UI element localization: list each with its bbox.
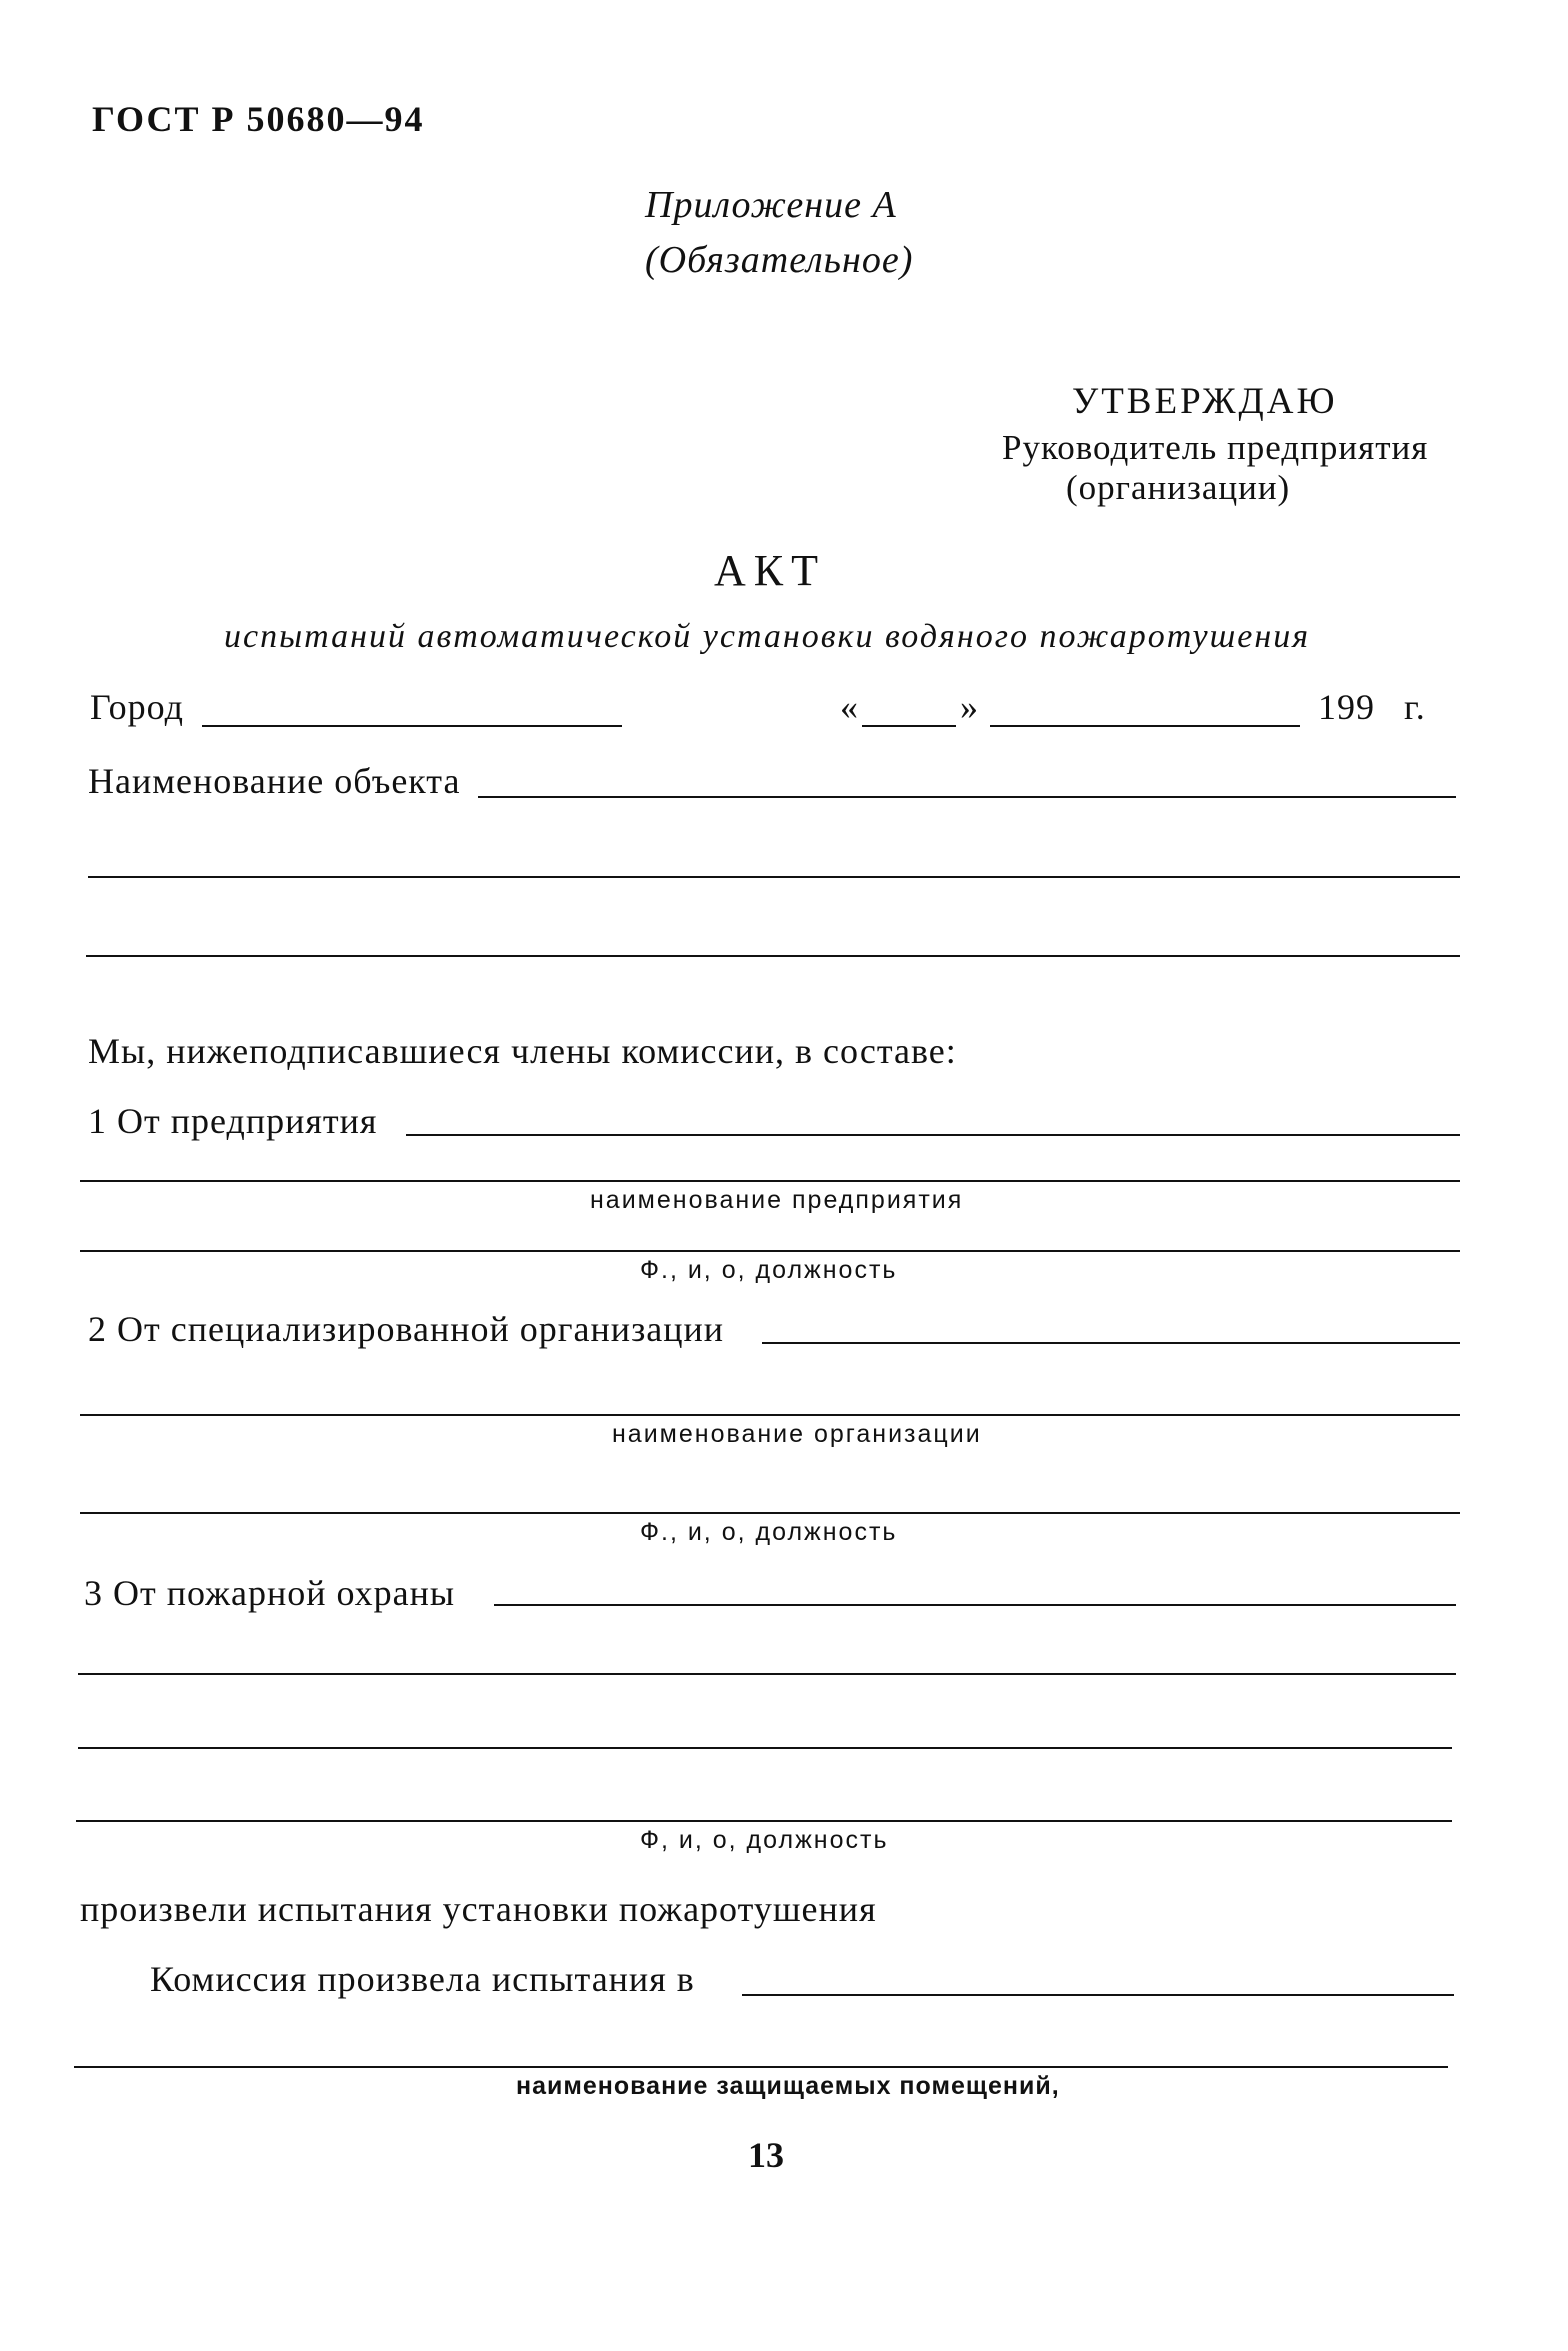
- premises-field[interactable]: [74, 2066, 1448, 2068]
- item1-caption-name: наименование предприятия: [590, 1186, 964, 1214]
- date-open-quote: «: [840, 687, 859, 727]
- item1-caption-person: Ф., и, о, должность: [640, 1256, 898, 1284]
- object-field-line-3[interactable]: [86, 955, 1460, 957]
- act-subtitle: испытаний автоматической установки водяного пожаротушения: [224, 618, 1311, 655]
- approval-title: УТВЕРЖДАЮ: [1072, 381, 1338, 422]
- item2-name-field[interactable]: [80, 1414, 1460, 1416]
- item1-name-field[interactable]: [80, 1180, 1460, 1182]
- date-month-field[interactable]: [990, 725, 1300, 727]
- date-close-quote: »: [960, 687, 979, 727]
- approval-position: Руководитель предприятия: [1002, 428, 1429, 467]
- object-label: Наименование объекта: [88, 761, 461, 801]
- commission-field[interactable]: [742, 1994, 1454, 1996]
- item1-field[interactable]: [406, 1134, 1460, 1136]
- item1-label: 1 От предприятия: [88, 1101, 378, 1141]
- members-intro: Мы, нижеподписавшиеся члены комиссии, в составе:: [88, 1031, 957, 1071]
- approval-organization: (организации): [1066, 468, 1291, 507]
- item3-person-field[interactable]: [76, 1820, 1452, 1822]
- item2-field[interactable]: [762, 1342, 1460, 1344]
- item3-field-line-3[interactable]: [78, 1747, 1452, 1749]
- premises-caption: наименование защищаемых помещений,: [516, 2072, 1060, 2100]
- city-label: Город: [90, 687, 184, 727]
- city-field[interactable]: [202, 725, 622, 727]
- item3-field-line-2[interactable]: [78, 1673, 1456, 1675]
- item3-field[interactable]: [494, 1604, 1456, 1606]
- year-suffix: г.: [1404, 687, 1426, 727]
- object-field[interactable]: [478, 796, 1456, 798]
- item3-label: 3 От пожарной охраны: [84, 1573, 456, 1613]
- appendix-title: Приложение А: [645, 184, 897, 226]
- page-number: 13: [748, 2135, 784, 2175]
- item2-caption-person: Ф., и, о, должность: [640, 1518, 898, 1546]
- item3-caption-person: Ф, и, о, должность: [640, 1826, 889, 1854]
- document-code: ГОСТ Р 50680—94: [92, 99, 425, 139]
- item2-label: 2 От специализированной организации: [88, 1309, 725, 1349]
- item1-person-field[interactable]: [80, 1250, 1460, 1252]
- object-field-line-2[interactable]: [88, 876, 1460, 878]
- tests-done-text: произвели испытания установки пожаротушения: [80, 1889, 877, 1929]
- item2-caption-name: наименование организации: [612, 1420, 982, 1448]
- appendix-note: (Обязательное): [645, 239, 914, 281]
- act-title: АКТ: [714, 546, 826, 595]
- item2-person-field[interactable]: [80, 1512, 1460, 1514]
- date-day-field[interactable]: [862, 725, 956, 727]
- year-label: 199: [1318, 687, 1375, 727]
- commission-label: Комиссия произвела испытания в: [150, 1959, 695, 1999]
